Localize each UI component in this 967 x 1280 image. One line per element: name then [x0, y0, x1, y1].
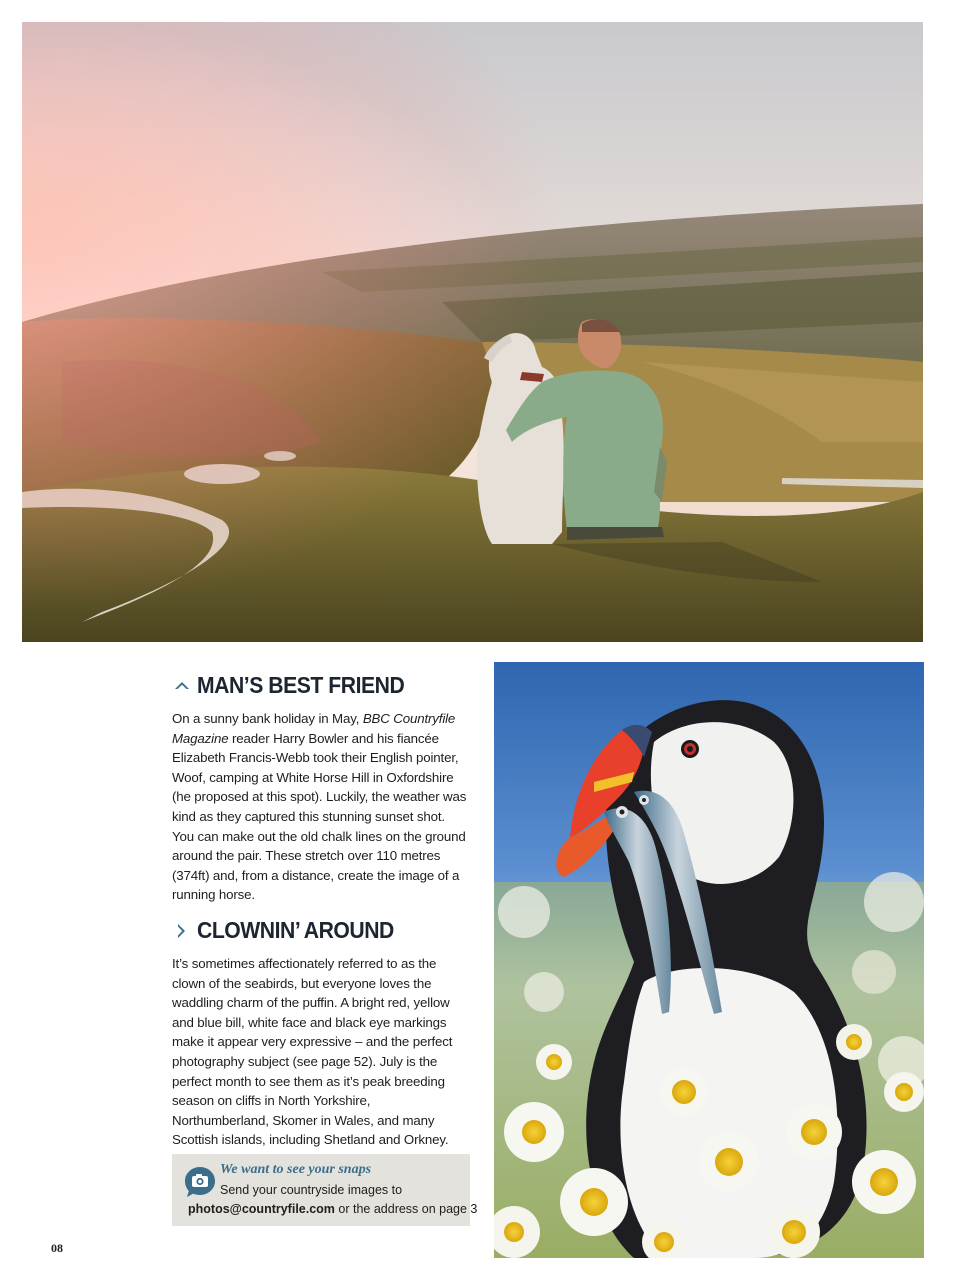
article-heading: [172, 672, 470, 699]
article-mans-best-friend: [172, 672, 470, 905]
snaps-callout-box: [172, 1154, 478, 1226]
article-body: [172, 709, 470, 905]
article-clownin-around: [172, 917, 470, 1150]
chevron-up-icon: [172, 676, 192, 696]
camera-icon: [183, 1165, 217, 1199]
snaps-email-link[interactable]: photos@countryfile.com: [188, 1202, 335, 1216]
snaps-instruction: Send your countryside images to: [220, 1183, 403, 1197]
puffin-photo: [494, 662, 924, 1258]
snaps-contact: [188, 1202, 477, 1216]
page-number: 08: [51, 1241, 63, 1255]
article-title: CLOWNIN’ AROUND: [197, 917, 394, 943]
body-intro: On a sunny bank holiday in May,: [172, 711, 363, 726]
magazine-name: BBC Countryfile Magazine: [172, 711, 456, 746]
snaps-title: We want to see your snaps: [220, 1162, 372, 1177]
hero-photo: [22, 22, 923, 642]
article-body: It’s sometimes affectionately referred to as the clown of the seabirds, but everyone loves the waddling charm of the puffin. A bright red, yellow and blue bill, white face and black eye markings make it appear very expressive – and the perfect photography subject (see page 52). July is the perfect month to see them as it’s peak breeding season on cliffs in North Yorkshire, Northumberland, Skomer in Wales, and many Scottish islands, including Shetland and Orkney.: [172, 956, 453, 1148]
hero-photo-illustration: [22, 22, 923, 642]
article-title: MAN’S BEST FRIEND: [197, 672, 405, 698]
puffin-photo-illustration: [494, 662, 924, 1258]
body-text: reader Harry Bowler and his fiancée Elizabeth Francis-Webb took their English pointer, Woof, camping at White Horse Hill in Oxfordshire (he proposed at this spot). Luckily, the weather was kind as they captured this stunning sunset shot. You can make out the old chalk lines on the ground around the pair. These stretch over 110 metres (374ft) and, from a distance, create the image of a running horse.: [172, 730, 467, 903]
chevron-right-icon: [172, 921, 192, 941]
article-heading: [172, 917, 470, 944]
snaps-address-text: or the address on page 3: [334, 1202, 478, 1216]
